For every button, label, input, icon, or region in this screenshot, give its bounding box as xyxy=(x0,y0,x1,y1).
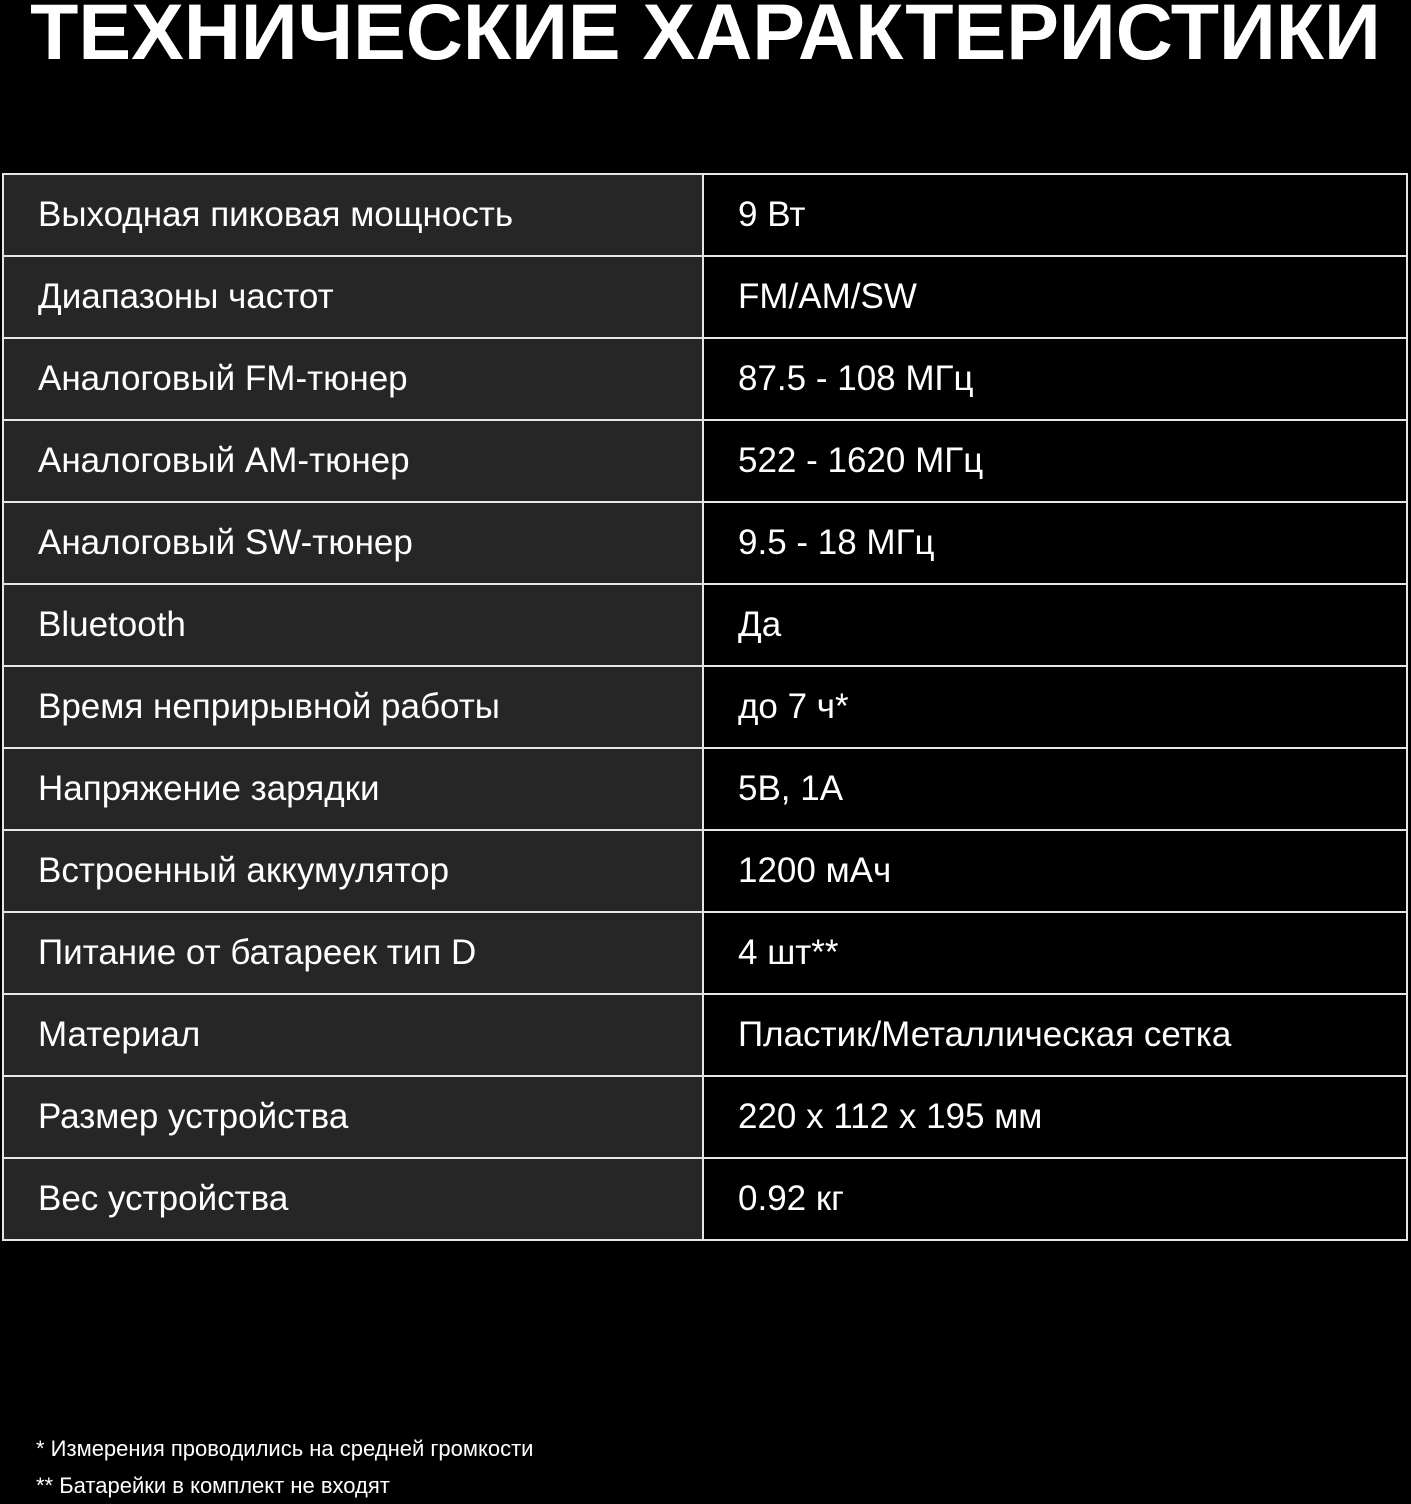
spec-name: Напряжение зарядки xyxy=(3,748,703,830)
table-row xyxy=(3,256,1407,338)
spec-table xyxy=(2,173,1408,1241)
spec-name: Аналоговый FM-тюнер xyxy=(3,338,703,420)
spec-name: Аналоговый AM-тюнер xyxy=(3,420,703,502)
spec-name: Выходная пиковая мощность xyxy=(3,174,703,256)
table-row xyxy=(3,830,1407,912)
spec-name: Вес устройства xyxy=(3,1158,703,1240)
spec-name: Bluetooth xyxy=(3,584,703,666)
spec-value: до 7 ч* xyxy=(703,666,1407,748)
spec-name: Питание от батареек тип D xyxy=(3,912,703,994)
table-row xyxy=(3,502,1407,584)
spec-value: Да xyxy=(703,584,1407,666)
table-row xyxy=(3,338,1407,420)
footnote-measurement: * Измерения проводились на средней громкости xyxy=(36,1436,534,1461)
table-row xyxy=(3,584,1407,666)
table-row xyxy=(3,912,1407,994)
spec-name: Встроенный аккумулятор xyxy=(3,830,703,912)
spec-value: 1200 мАч xyxy=(703,830,1407,912)
table-row xyxy=(3,1076,1407,1158)
spec-name: Время неприрывной работы xyxy=(3,666,703,748)
spec-value: 9 Вт xyxy=(703,174,1407,256)
spec-value: 220 х 112 х 195 мм xyxy=(703,1076,1407,1158)
spec-value: 9.5 - 18 МГц xyxy=(703,502,1407,584)
table-row xyxy=(3,666,1407,748)
spec-value: 4 шт** xyxy=(703,912,1407,994)
table-row xyxy=(3,994,1407,1076)
spec-value: 0.92 кг xyxy=(703,1158,1407,1240)
page-title: ТЕХНИЧЕСКИЕ ХАРАКТЕРИСТИКИ xyxy=(30,0,1381,76)
spec-name: Размер устройства xyxy=(3,1076,703,1158)
spec-value: Пластик/Металлическая сетка xyxy=(703,994,1407,1076)
spec-value: 87.5 - 108 МГц xyxy=(703,338,1407,420)
spec-value: FM/AM/SW xyxy=(703,256,1407,338)
spec-value: 5В, 1А xyxy=(703,748,1407,830)
table-row xyxy=(3,1158,1407,1240)
spec-value: 522 - 1620 МГц xyxy=(703,420,1407,502)
spec-name: Диапазоны частот xyxy=(3,256,703,338)
table-row xyxy=(3,174,1407,256)
spec-name: Материал xyxy=(3,994,703,1076)
table-row xyxy=(3,748,1407,830)
table-row xyxy=(3,420,1407,502)
footnote-batteries: ** Батарейки в комплект не входят xyxy=(36,1473,390,1498)
spec-name: Аналоговый SW-тюнер xyxy=(3,502,703,584)
footnotes xyxy=(36,1430,533,1504)
